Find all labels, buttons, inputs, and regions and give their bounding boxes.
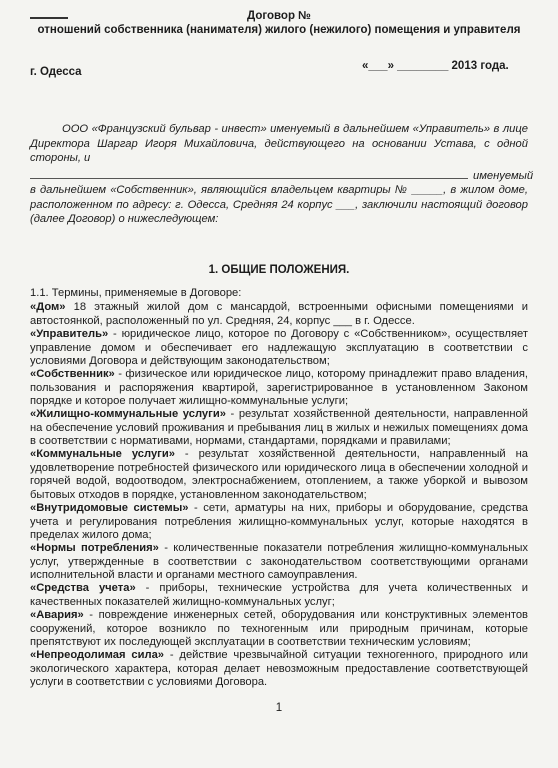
term-name: «Авария» — [30, 609, 84, 621]
term-name: «Собственник» — [30, 368, 115, 380]
term-item — [30, 301, 528, 328]
preamble-party1: ООО «Французский бульвар - инвест» именуемый в дальнейшем «Управитель» в лице Директора Шаргар Игоря Михайловича, действующего на основании Устава, с одной стороны, и — [30, 123, 528, 165]
term-name: «Дом» — [30, 301, 66, 313]
term-item — [30, 368, 528, 409]
term-text: - сети, арматуры на них, приборы и оборудование, средства учета и регулирования потребления жилищно-коммунальных услуг, которые находятся в пределах жилого дома; — [30, 502, 529, 541]
term-item — [30, 609, 528, 650]
term-item — [30, 448, 528, 502]
term-text: - количественные показатели потребления жилищно-коммунальных услуг, утвержденные в соответствии с законодательством соответствующими органами исполнительной власти и органами местного самоуправления. — [30, 542, 529, 581]
term-text: 18 этажный жилой дом с мансардой, встроенными офисными помещениями и автостоянкой, расположенный по ул. Средняя, 24, корпус ___ в г. Одессе. — [30, 301, 528, 327]
document-title: Договор № — [246, 10, 311, 22]
signature-line — [30, 178, 468, 179]
term-name: «Нормы потребления» — [30, 542, 159, 554]
page-number: 1 — [275, 702, 283, 714]
term-name: «Жилищно-коммунальные услуги» — [30, 408, 226, 420]
term-item — [30, 649, 528, 690]
term-text: - результат хозяйственной деятельности, направленной на обеспечение условий проживания и пребывания лиц в жилых и нежилых помещениях дома в соответствии с нормативами, нормами, стандартами, порядками и правилами; — [30, 408, 528, 447]
section-heading: 1. ОБЩИЕ ПОЛОЖЕНИЯ. — [208, 264, 350, 276]
term-item — [30, 328, 528, 369]
term-text: - действие чрезвычайной ситуации техногенного, природного или экологического характера, которая делает невозможным предоставление соответствующей услуги в соответствии с условиями Договора. — [30, 649, 528, 688]
term-name: «Коммунальные услуги» — [30, 448, 175, 460]
term-name: «Непреодолимая сила» — [30, 649, 165, 661]
term-item — [30, 408, 528, 449]
document-subtitle: отношений собственника (нанимателя) жилого (нежилого) помещения и управителя — [37, 24, 521, 36]
term-name: «Средства учета» — [30, 582, 136, 594]
term-item — [30, 542, 528, 583]
terms-intro: 1.1. Термины, применяемые в Договоре: — [30, 287, 242, 299]
term-text: - приборы, технические устройства для учета количественных и качественных показателей жилищно-коммунальных услуг; — [30, 582, 528, 608]
named-suffix: именуемый — [473, 170, 534, 182]
term-item — [30, 582, 528, 609]
term-text: - физическое или юридическое лицо, которому принадлежит право владения, пользования и распоряжения квартирой, зарегистрированное в установленном Законом порядке и которое получает жилищно-коммунальные услуги; — [30, 368, 528, 407]
preamble-party2: в дальнейшем «Собственник», являющийся владельцем квартиры № _____, в жилом доме, расположенном по адресу: г. Одесса, Средняя 24 корпус ___, заключили настоящий договор (далее Договор) о нижеследующем: — [30, 184, 528, 226]
term-text: - повреждение инженерных сетей, оборудования или конструктивных элементов сооружений, которое возникло по техногенным или природным причинам, которые препятствуют их последующей эксплуатации в соответствии техническим условиям; — [30, 609, 528, 648]
term-item — [30, 502, 528, 543]
term-text: - результат хозяйственной деятельности, направленный на удовлетворение потребностей физического или юридического лица в обеспечении холодной и горячей водой, водоотводом, электроснабжением, отоплением, а также уборкой и вывозом бытовых отходов в порядке, установленном законодательством; — [30, 448, 529, 501]
date: «___» ________ 2013 года. — [362, 60, 509, 72]
term-text: - юридическое лицо, которое по Договору с «Собственником», осуществляет управление домом и обеспечивает его надлежащую эксплуатацию в соответствии с условиями Договора и действующим законодательством; — [30, 328, 528, 367]
term-name: «Внутридомовые системы» — [30, 502, 189, 514]
term-name: «Управитель» — [30, 328, 109, 340]
place: г. Одесса — [30, 66, 82, 78]
